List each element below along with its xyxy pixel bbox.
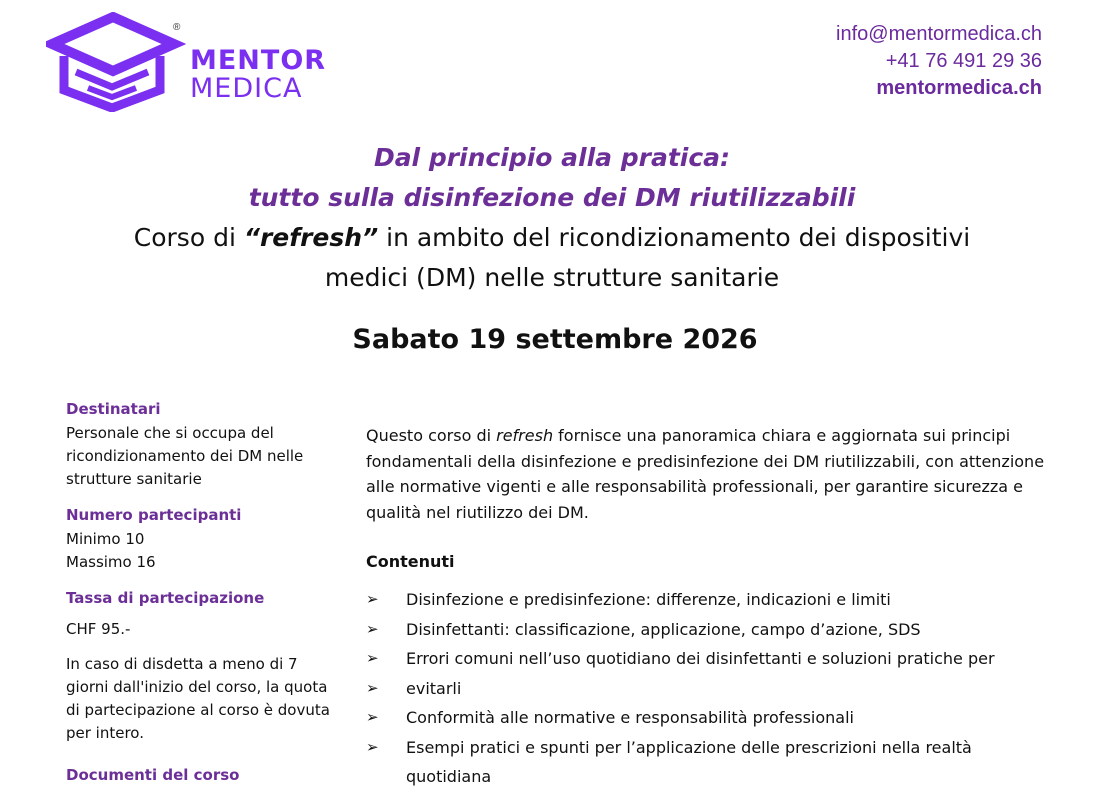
intro-refresh: refresh bbox=[496, 426, 554, 445]
list-item bbox=[366, 644, 1056, 674]
subtitle-line-2: medici (DM) nelle strutture sanitarie bbox=[324, 263, 780, 292]
subtitle-suffix: in ambito del ricondizionamento dei dispositivi bbox=[378, 223, 971, 252]
destinatari-text: Personale che si occupa del ricondizionamento dei DM nelle strutture sanitarie bbox=[66, 424, 304, 488]
arrow-bullet-icon: ➢ bbox=[366, 737, 379, 756]
logo-word-medica: MEDICA bbox=[190, 73, 303, 104]
contenuti-list bbox=[366, 585, 1056, 792]
list-item-text: evitarli bbox=[406, 678, 462, 698]
arrow-bullet-icon: ➢ bbox=[366, 678, 379, 697]
documenti-heading: Documenti del corso bbox=[66, 766, 240, 784]
list-item bbox=[366, 585, 1056, 615]
logo bbox=[46, 12, 326, 112]
course-date: Sabato 19 settembre 2026 bbox=[352, 324, 758, 355]
arrow-bullet-icon: ➢ bbox=[366, 619, 379, 638]
tassa-value: CHF 95.- bbox=[66, 620, 131, 638]
logo-word-mentor: MENTOR bbox=[190, 45, 327, 76]
subtitle-line-1 bbox=[0, 218, 1104, 258]
graduation-cap-icon bbox=[46, 12, 186, 112]
arrow-bullet-icon: ➢ bbox=[366, 590, 379, 608]
arrow-bullet-icon: ➢ bbox=[366, 708, 379, 726]
list-item-text: Esempi pratici e spunti per l’applicazione delle prescrizioni nella realtà quotidiana bbox=[406, 737, 972, 786]
list-item-text: Errori comuni nell’uso quotidiano dei disinfettanti e soluzioni pratiche per bbox=[406, 649, 995, 668]
title-line-1: Dal principio alla pratica: bbox=[373, 143, 731, 172]
tassa-heading: Tassa di partecipazione bbox=[66, 589, 265, 607]
title-block bbox=[0, 138, 1104, 298]
contact-block bbox=[836, 21, 1042, 102]
intro-body: fornisce una panoramica chiara e aggiornata sui principi fondamentali della disinfezione e predisinfezione dei DM riutilizzabili, con attenzione alle normative vigenti e alle responsabilità professionali, per garantire sicurezza e qualità nel riutilizzo dei DM. bbox=[366, 426, 1045, 522]
destinatari-heading: Destinatari bbox=[66, 400, 161, 418]
sidebar-info bbox=[66, 399, 336, 785]
list-item bbox=[366, 674, 1056, 704]
contenuti-heading: Contenuti bbox=[366, 552, 455, 571]
subtitle-refresh: “refresh” bbox=[243, 223, 379, 252]
contact-phone[interactable]: +41 76 491 29 36 bbox=[885, 50, 1042, 72]
list-item bbox=[366, 733, 1056, 792]
list-item bbox=[366, 703, 1056, 733]
disdetta-text: In caso di disdetta a meno di 7 giorni dall'inizio del corso, la quota di partecipazione al corso è dovuta per intero. bbox=[66, 655, 330, 742]
main-content bbox=[366, 423, 1056, 792]
list-item-text: Conformità alle normative e responsabilità professionali bbox=[406, 708, 854, 727]
list-item-text: Disinfezione e predisinfezione: differenze, indicazioni e limiti bbox=[406, 590, 891, 609]
contact-website[interactable]: mentormedica.ch bbox=[876, 77, 1042, 99]
intro-paragraph bbox=[366, 423, 1056, 525]
contact-email[interactable]: info@mentormedica.ch bbox=[836, 23, 1042, 45]
list-item-text: Disinfettanti: classificazione, applicazione, campo d’azione, SDS bbox=[406, 619, 921, 639]
numero-massimo: Massimo 16 bbox=[66, 553, 156, 571]
numero-minimo: Minimo 10 bbox=[66, 530, 145, 548]
intro-prefix: Questo corso di bbox=[366, 426, 497, 445]
title-line-2: tutto sulla disinfezione dei DM riutilizzabili bbox=[248, 183, 856, 212]
subtitle-prefix: Corso di bbox=[133, 223, 244, 252]
numero-heading: Numero partecipanti bbox=[66, 506, 242, 524]
list-item bbox=[366, 615, 1056, 645]
registered-mark: ® bbox=[173, 22, 181, 33]
arrow-bullet-icon: ➢ bbox=[366, 649, 379, 667]
